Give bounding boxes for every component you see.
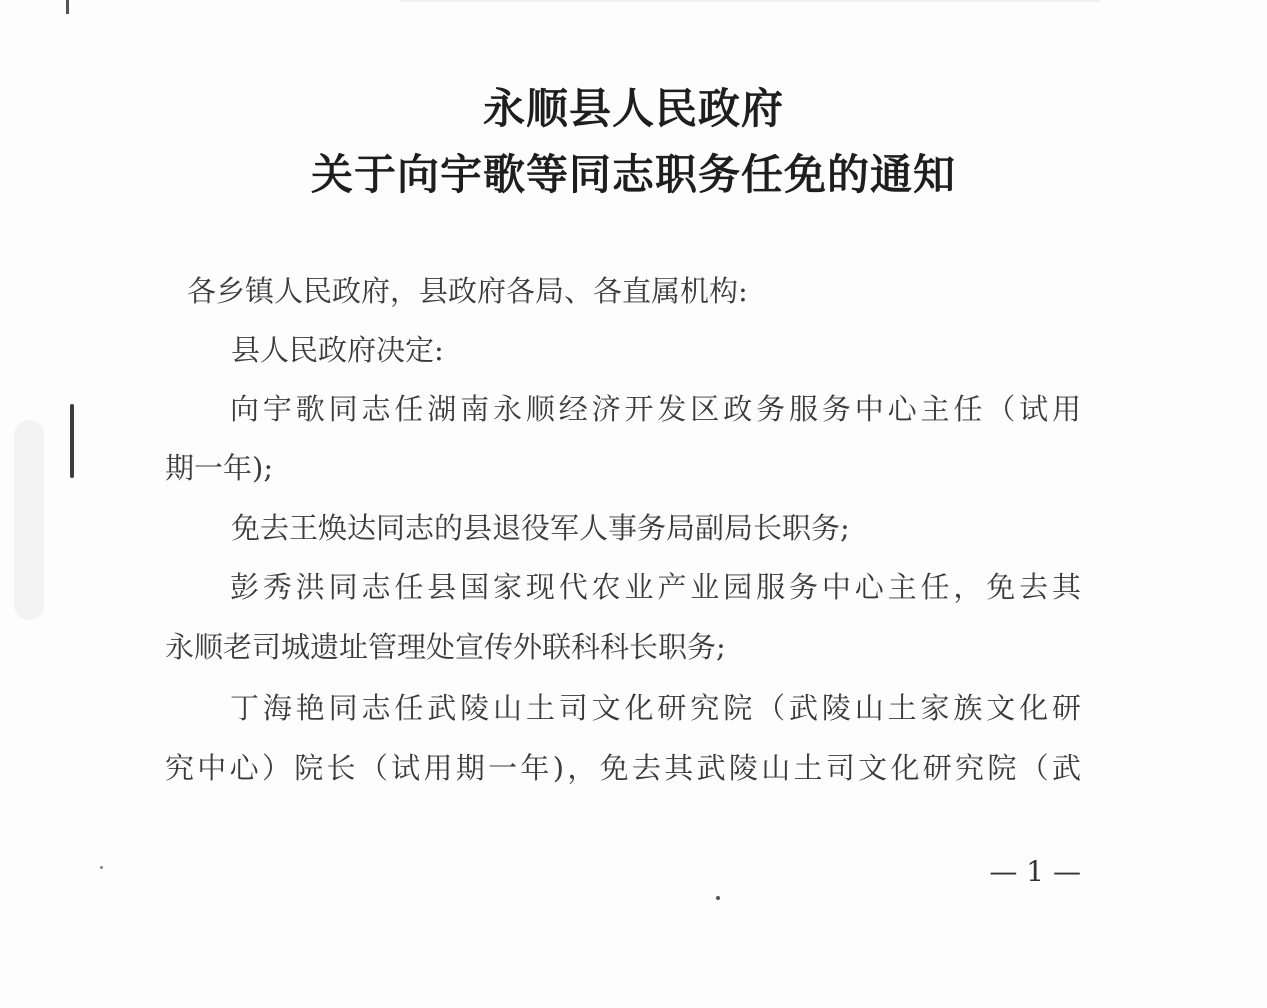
appointment-item-4-line-2: 究中心）院长（试用期一年)，免去其武陵山土司文化研究院（武 — [165, 751, 1081, 785]
scan-artifact — [100, 866, 103, 869]
scan-artifact — [66, 0, 69, 14]
document-title-line-1: 永顺县人民政府 — [482, 84, 784, 133]
appointment-item-2-line-1: 免去王焕达同志的县退役军人事务局副局长职务; — [231, 511, 850, 545]
salutation: 各乡镇人民政府，县政府各局、各直属机构: — [187, 274, 748, 308]
document-title-line-2: 关于向宇歌等同志职务任免的通知 — [310, 150, 956, 199]
page-number: — 1 — — [989, 855, 1081, 888]
appointment-item-3-line-2: 永顺老司城遗址管理处宣传外联科科长职务; — [165, 630, 726, 664]
scan-artifact — [70, 404, 74, 478]
appointment-item-1-line-1: 向宇歌同志任湖南永顺经济开发区政务服务中心主任（试用 — [230, 392, 1081, 426]
appointment-item-4-line-1: 丁海艳同志任武陵山土司文化研究院（武陵山土家族文化研 — [230, 691, 1081, 725]
appointment-item-1-line-2: 期一年); — [165, 451, 274, 485]
scan-artifact — [14, 420, 44, 620]
scan-artifact — [400, 0, 1100, 2]
decision-intro: 县人民政府决定: — [231, 333, 444, 367]
scan-artifact — [716, 896, 720, 900]
appointment-item-3-line-1: 彭秀洪同志任县国家现代农业产业园服务中心主任，免去其 — [230, 570, 1081, 604]
